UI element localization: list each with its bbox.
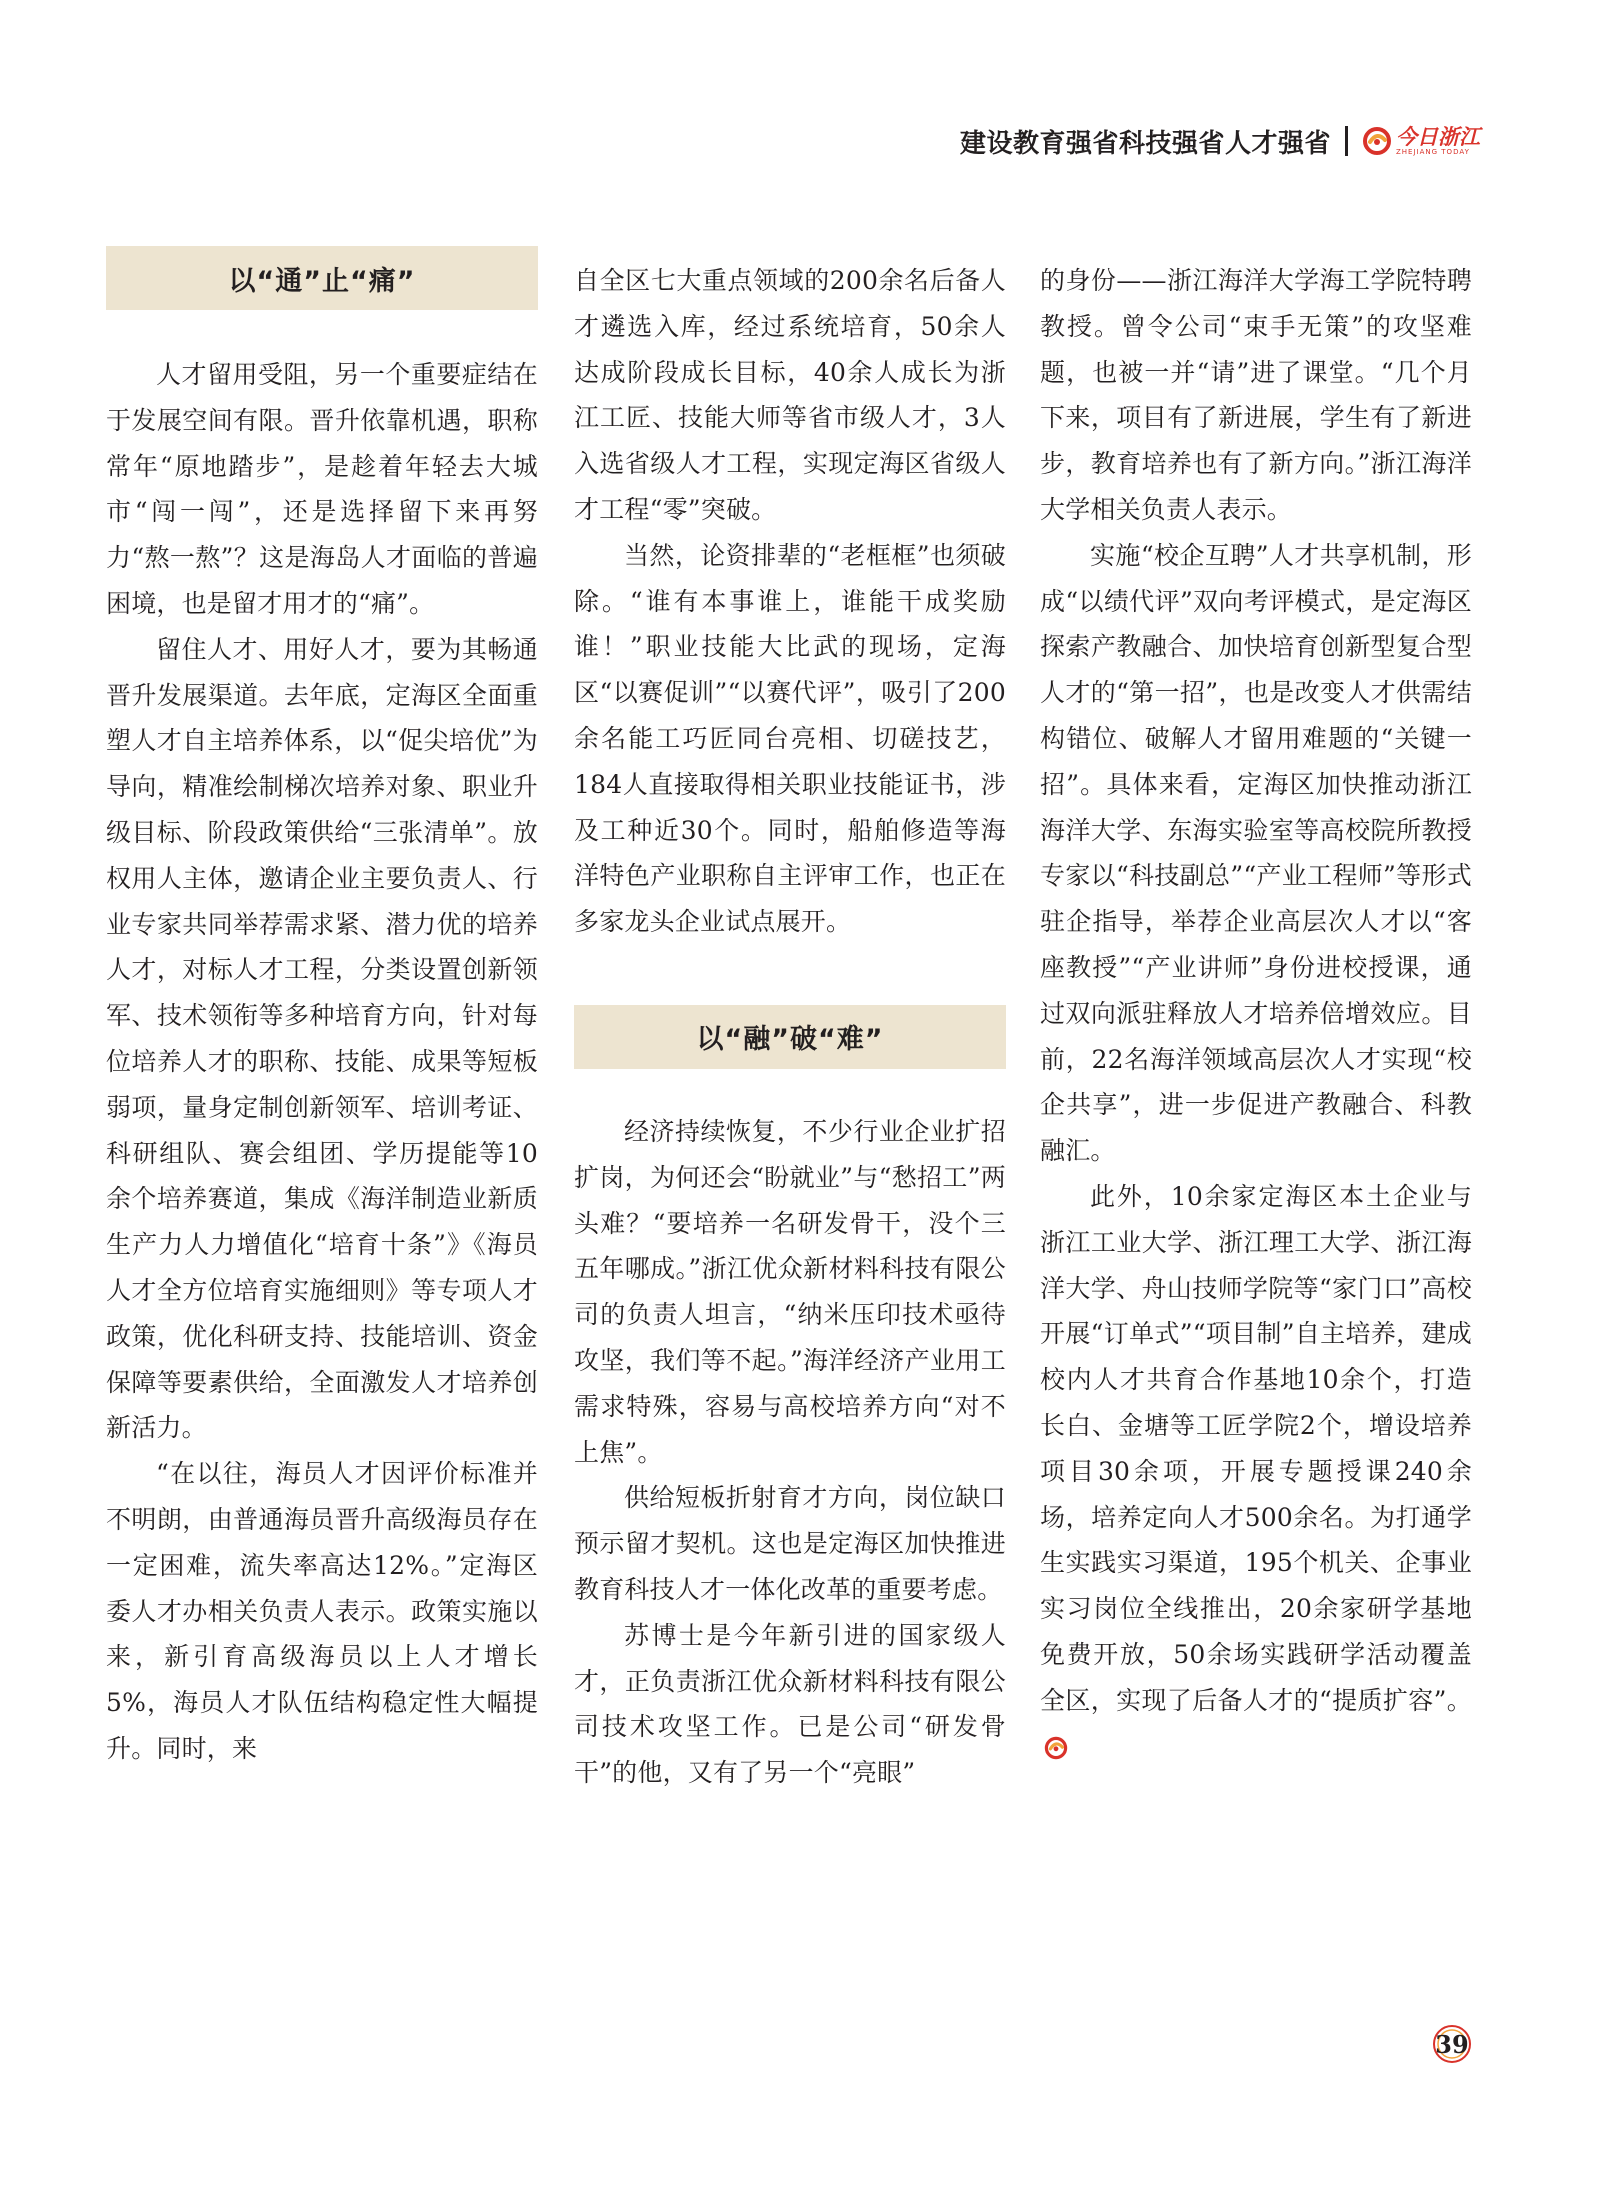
logo-chinese-text: 今日浙江 [1396,124,1480,149]
logo-english-text: ZHEJIANG TODAY [1396,148,1470,156]
header-divider [1345,126,1348,156]
swirl-logo-icon [1362,126,1392,156]
paragraph: 经济持续恢复，不少行业企业扩招扩岗，为何还会“盼就业”与“愁招工”两头难？“要培养一名研发骨干，没个三五年哪成。”浙江优众新材料科技有限公司的负责人坦言，“纳米压印技术亟待攻坚，我们等不起。”海洋经济产业用工需求特殊，容易与高校培养方向“对不上焦”。 [574,1116,1006,1467]
paragraph-text: 此外，10余家定海区本土企业与浙江工业大学、浙江理工大学、浙江海洋大学、舟山技师学院等“家门口”高校开展“订单式”“项目制”自主培养，建成校内人才共育合作基地10余个，打造长白、金塘等工匠学院2个，增设培养项目30余项，开展专题授课240余场，培养定向人才500余名。为打通学生实践实习渠道，195个机关、企事业实习岗位全线推出，20余家研学基地免费开放，50余场实践研学活动覆盖全区，实现了后备人才的“提质扩容”。 [1040,1181,1472,1715]
page-header [960,116,1480,166]
paragraph: 苏博士是今年新引进的国家级人才，正负责浙江优众新材料科技有限公司技术攻坚工作。已是公司“研发骨干”的他，又有了另一个“亮眼” [574,1620,1006,1788]
article-column-1 [106,246,538,1772]
section-heading-rong: 以“融”破“难” [574,1005,1006,1069]
page-number-text: 39 [1435,2029,1469,2059]
article-column-2 [574,258,1006,1796]
magazine-logo [1362,126,1480,156]
article-column-3 [1040,258,1472,1769]
paragraph: 实施“校企互聘”人才共享机制，形成“以绩代评”双向考评模式，是定海区探索产教融合、加快培育创新型复合型人才的“第一招”，也是改变人才供需结构错位、破解人才留用难题的“关键一招”。具体来看，定海区加快推动浙江海洋大学、东海实验室等高校院所教授专家以“科技副总”“产业工程师”等形式驻企指导，举荐企业高层次人才以“客座教授”“产业讲师”身份进校授课，通过双向派驻释放人才培养倍增效应。目前，22名海洋领域高层次人才实现“校企共享”，进一步促进产教融合、科教融汇。 [1040,540,1472,1166]
paragraph: 的身份——浙江海洋大学海工学院特聘教授。曾令公司“束手无策”的攻坚难题，也被一并“请”进了课堂。“几个月下来，项目有了新进展，学生有了新进步，教育培养也有了新方向。”浙江海洋大学相关负责人表示。 [1040,266,1472,524]
paragraph-final [1040,1174,1472,1769]
page-number [1431,2023,1473,2065]
paragraph: 留住人才、用好人才，要为其畅通晋升发展渠道。去年底，定海区全面重塑人才自主培养体系，以“促尖培优”为导向，精准绘制梯次培养对象、职业升级目标、阶段政策供给“三张清单”。放权用人主体，邀请企业主要负责人、行业专家共同举荐需求紧、潜力优的培养人才，对标人才工程，分类设置创新领军、技术领衔等多种培育方向，针对每位培养人才的职称、技能、成果等短板弱项，量身定制创新领军、培训考证、科研组队、赛会组团、学历提能等10余个培养赛道，集成《海洋制造业新质生产力人力增值化“培育十条”》《海员人才全方位培育实施细则》等专项人才政策，优化科研支持、技能培训、资金保障等要素供给，全面激发人才培养创新活力。 [106,634,538,1443]
paragraph: 供给短板折射育才方向，岗位缺口预示留才契机。这也是定海区加快推进教育科技人才一体化改革的重要考虑。 [574,1483,1006,1604]
end-mark-icon [1044,1736,1068,1760]
paragraph: 人才留用受阻，另一个重要症结在于发展空间有限。晋升依靠机遇，职称常年“原地踏步”，是趁着年轻去大城市“闯一闯”，还是选择留下来再努力“熬一熬”？这是海岛人才面临的普遍困境，也是留才用才的“痛”。 [106,360,538,618]
header-title: 建设教育强省科技强省人才强省 [959,128,1331,159]
paragraph: 自全区七大重点领域的200余名后备人才遴选入库，经过系统培育，50余人达成阶段成长目标，40余人成长为浙江工匠、技能大师等省市级人才，3人入选省级人才工程，实现定海区省级人才工程“零”突破。 [574,266,1006,524]
paragraph: 当然，论资排辈的“老框框”也须破除。“谁有本事谁上，谁能干成奖励谁！”职业技能大比武的现场，定海区“以赛促训”“以赛代评”，吸引了200余名能工巧匠同台亮相、切磋技艺，184人直接取得相关职业技能证书，涉及工种近30个。同时，船舶修造等海洋特色产业职称自主评审工作，也正在多家龙头企业试点展开。 [574,540,1006,937]
section-heading-tong: 以“通”止“痛” [106,246,538,310]
paragraph: “在以往，海员人才因评价标准并不明朗，由普通海员晋升高级海员存在一定困难，流失率高达12%。”定海区委人才办相关负责人表示。政策实施以来，新引育高级海员以上人才增长5%，海员人才队伍结构稳定性大幅提升。同时，来 [106,1459,538,1763]
